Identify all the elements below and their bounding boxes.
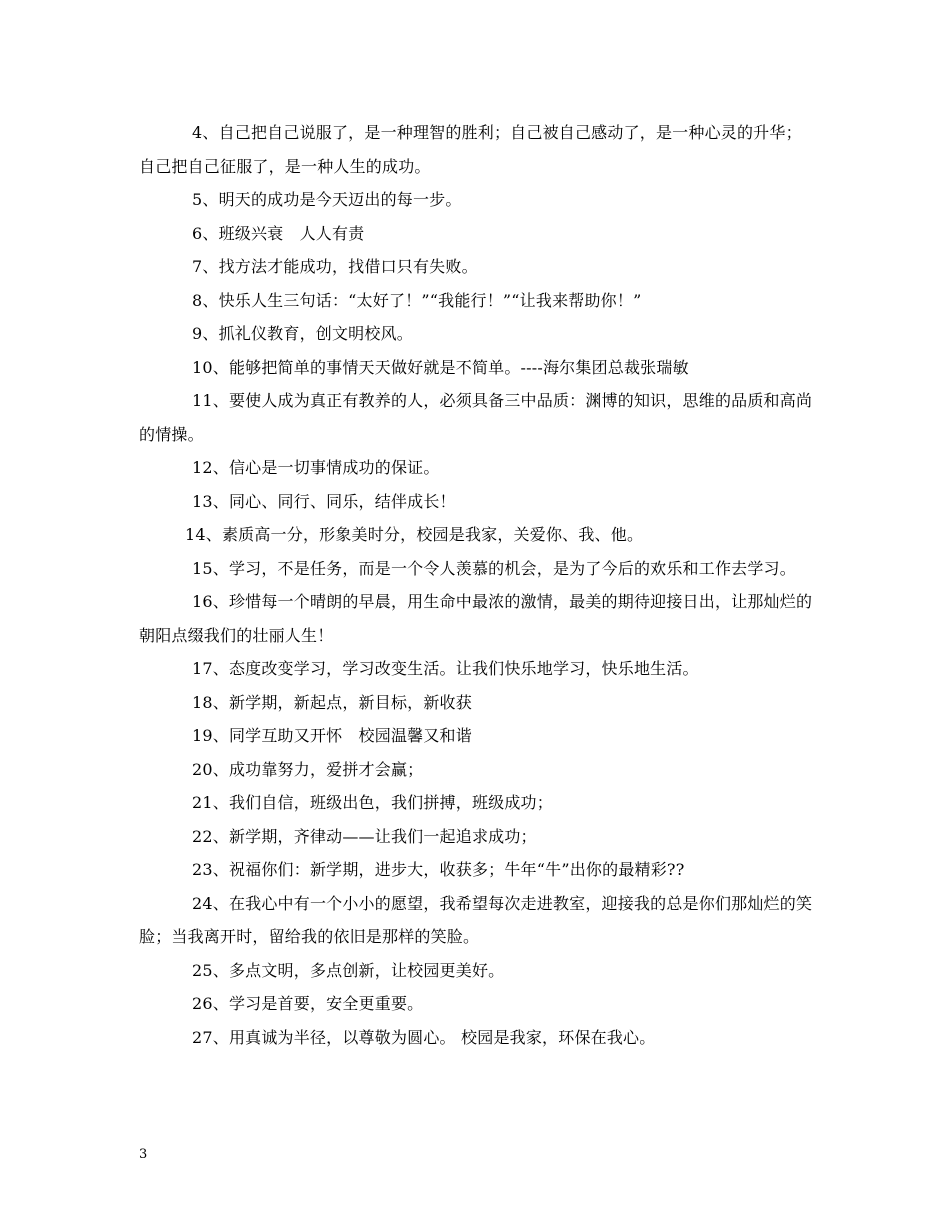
paragraph: 17、态度改变学习，学习改变生活。让我们快乐地学习，快乐地生活。 [192, 659, 699, 678]
paragraph: 24、在我心中有一个小小的愿望，我希望每次走进教室，迎接我的总是你们那灿烂的笑脸；当我离开时，留给我的依旧是那样的笑脸。 [139, 893, 813, 946]
paragraph: 10、能够把简单的事情天天做好就是不简单。----海尔集团总裁张瑞敏 [192, 357, 689, 377]
paragraph: 13、同心、同行、同乐，结伴成长！ [192, 491, 456, 511]
paragraph: 19、同学互助又开怀 校园温馨又和谐 [192, 726, 472, 745]
paragraph: 4、自己把自己说服了，是一种理智的胜利；自己被自己感动了，是一种心灵的升华；自己把自己征服了，是一种人生的成功。 [139, 123, 802, 176]
paragraph: 5、明天的成功是今天迈出的每一步。 [192, 190, 462, 209]
paragraph: 15、学习，不是任务，而是一个令人羡慕的机会，是为了今后的欢乐和工作去学习。 [192, 558, 796, 578]
paragraph: 6、班级兴衰 人人有责 [192, 223, 365, 243]
document-body [139, 116, 814, 1054]
paragraph: 21、我们自信，班级出色，我们拼搏，班级成功； [192, 793, 553, 812]
paragraph: 12、信心是一切事情成功的保证。 [192, 458, 440, 477]
page-number: 3 [139, 1147, 148, 1162]
paragraph: 25、多点文明，多点创新，让校园更美好。 [192, 960, 505, 980]
paragraph: 23、祝福你们：新学期，进步大，收获多；牛年“牛”出你的最精彩?? [192, 860, 685, 879]
paragraph: 20、成功靠努力，爱拼才会赢； [192, 759, 424, 779]
paragraph: 14、素质高一分，形象美时分，校园是我家，关爱你、我、他。 [185, 525, 644, 544]
paragraph: 11、要使人成为真正有教养的人，必须具备三中品质：渊博的知识，思维的品质和高尚的情操。 [139, 391, 813, 444]
paragraph: 18、新学期，新起点，新目标，新收获 [192, 692, 472, 712]
paragraph: 16、珍惜每一个晴朗的早晨，用生命中最浓的激情，最美的期待迎接日出，让那灿烂的朝阳点缀我们的壮丽人生！ [139, 592, 813, 645]
paragraph: 27、用真诚为半径，以尊敬为圆心。 校园是我家，环保在我心。 [192, 1027, 656, 1047]
paragraph: 8、快乐人生三句话：“太好了！”“我能行！”“让我来帮助你！” [192, 290, 642, 310]
paragraph: 9、抓礼仪教育，创文明校风。 [192, 324, 413, 343]
paragraph: 7、找方法才能成功，找借口只有失败。 [192, 257, 478, 276]
paragraph: 26、学习是首要，安全更重要。 [192, 994, 424, 1013]
paragraph: 22、新学期，齐律动——让我们一起追求成功； [192, 826, 537, 846]
